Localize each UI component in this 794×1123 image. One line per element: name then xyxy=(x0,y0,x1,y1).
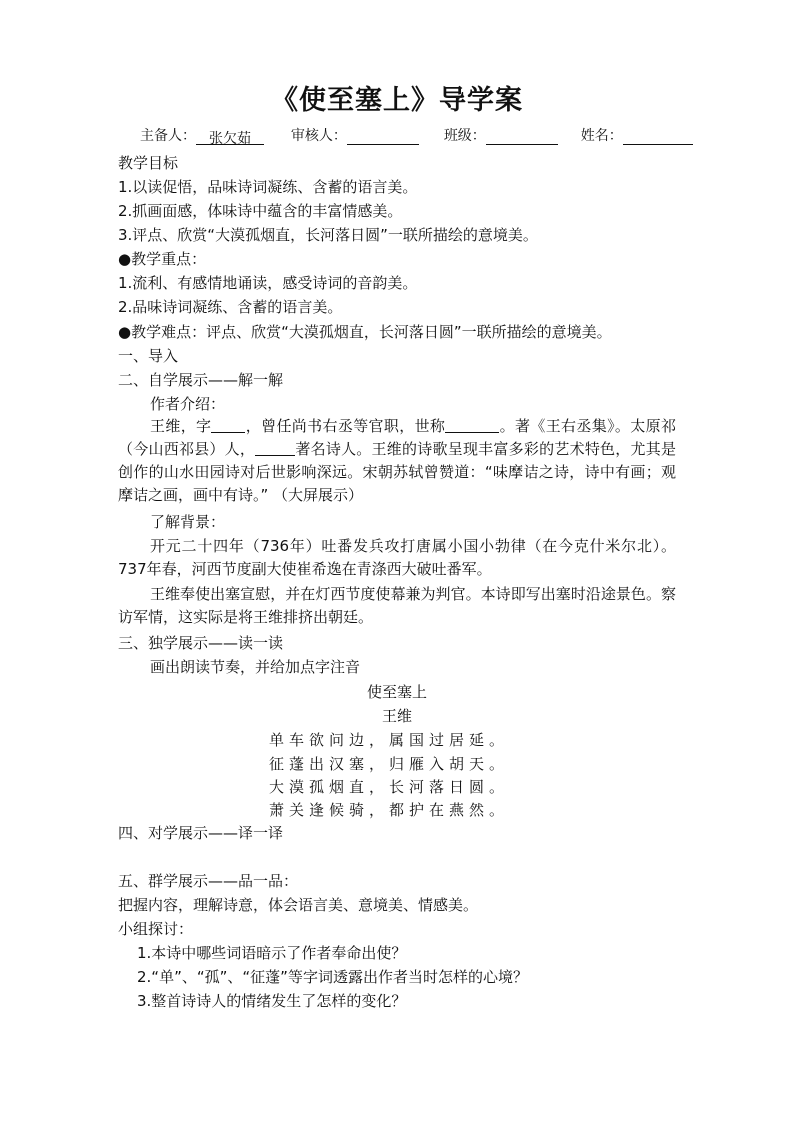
background-paragraph-1 xyxy=(118,535,676,581)
preparer-label: 主备人： xyxy=(140,128,196,144)
group-instruction: 把握内容，理解诗意，体会语言美、意境美、情感美。 xyxy=(118,896,479,914)
author-intro-label: 作者介绍： xyxy=(150,395,226,413)
key-point-item-2: 2.品味诗词凝练、含蓄的语言美。 xyxy=(118,298,343,316)
class-label: 班级： xyxy=(443,128,486,144)
reviewer-field xyxy=(347,128,419,145)
preparer-name: 张欠茹 xyxy=(209,131,251,147)
section-intro-heading: 一、导入 xyxy=(118,347,179,365)
preparer-field xyxy=(196,128,264,145)
author-text-a: 王维，字 xyxy=(150,417,212,435)
discussion-label: 小组探讨： xyxy=(118,920,194,938)
author-text-d: 著名诗人。王维的诗歌呈现丰富多彩的艺术特色，尤其是创作的山水田园诗对后世影响深远。宋朝苏轼曾赞道：“味摩诘之诗，诗中有画；观摩诘之画，画中有诗。” （大屏展示） xyxy=(118,440,676,504)
poem-verse-1: 单车欲问边，属国过居延。 xyxy=(269,731,510,749)
name-field xyxy=(623,128,693,145)
discussion-question-1: 1.本诗中哪些词语暗示了作者奉命出使？ xyxy=(137,944,407,962)
goal-item-3: 3.评点、欣赏“大漠孤烟直，长河落日圆”一联所描绘的意境美。 xyxy=(118,226,538,244)
author-text-b: ，曾任尚书右丞等官职，世称 xyxy=(245,417,446,435)
author-text-c: 。著《王右丞集》。太原祁（今山西祁县）人， xyxy=(118,417,676,458)
reviewer-label: 审核人： xyxy=(290,128,347,144)
background-paragraph-2 xyxy=(118,583,676,629)
goal-item-1: 1.以读促悟，品味诗词凝练、含蓄的语言美。 xyxy=(118,178,418,196)
section-translate-heading: 四、对学展示——译一译 xyxy=(118,824,284,842)
difficulty-line: ●教学难点：评点、欣赏“大漠孤烟直，长河落日圆”一联所描绘的意境美。 xyxy=(118,323,612,341)
style-name-blank xyxy=(211,416,245,433)
goals-heading: 教学目标 xyxy=(118,154,179,172)
discussion-question-3: 3.整首诗诗人的情绪发生了怎样的变化？ xyxy=(137,992,407,1010)
goal-item-2: 2.抓画面感，体味诗中蕴含的丰富情感美。 xyxy=(118,202,403,220)
poem-verse-4: 萧关逢候骑，都护在燕然。 xyxy=(269,801,510,819)
background-text-2: 王维奉使出塞宣慰，并在灯西节度使幕兼为判官。本诗即写出塞时沿途景色。察访军情，这实际是将王维排挤出朝廷。 xyxy=(118,585,676,626)
discussion-question-2: 2.“单”、“孤”、“征蓬”等字词透露出作者当时怎样的心境？ xyxy=(137,968,528,986)
document-title: 《使至塞上》导学案 xyxy=(271,85,523,116)
poem-verse-2: 征蓬出汉塞，归雁入胡天。 xyxy=(269,755,510,773)
class-field xyxy=(486,128,558,145)
section-reading-heading: 三、独学展示——读一读 xyxy=(118,634,284,652)
author-paragraph xyxy=(118,415,676,507)
poem-verse-3: 大漠孤烟直，长河落日圆。 xyxy=(269,778,510,796)
title-blank xyxy=(445,416,499,433)
header-info-row xyxy=(140,125,693,145)
poem-author: 王维 xyxy=(381,707,412,725)
section-self-study-heading: 二、自学展示——解一解 xyxy=(118,371,284,389)
poem-title: 使至塞上 xyxy=(366,683,427,701)
dynasty-blank xyxy=(255,439,295,456)
key-points-heading: ●教学重点： xyxy=(118,250,207,268)
section-group-heading: 五、群学展示——品一品： xyxy=(118,872,299,890)
name-label: 姓名： xyxy=(580,128,623,144)
key-point-item-1: 1.流利、有感情地诵读，感受诗词的音韵美。 xyxy=(118,274,418,292)
background-text-1: 开元二十四年（736年）吐番发兵攻打唐属小国小勃律（在今克什米尔北）。737年春，河西节度副大使崔希逸在青涤西大破吐番军。 xyxy=(118,537,676,578)
reading-instruction: 画出朗读节奏，并给加点字注音 xyxy=(150,658,361,676)
background-label: 了解背景： xyxy=(150,513,226,531)
